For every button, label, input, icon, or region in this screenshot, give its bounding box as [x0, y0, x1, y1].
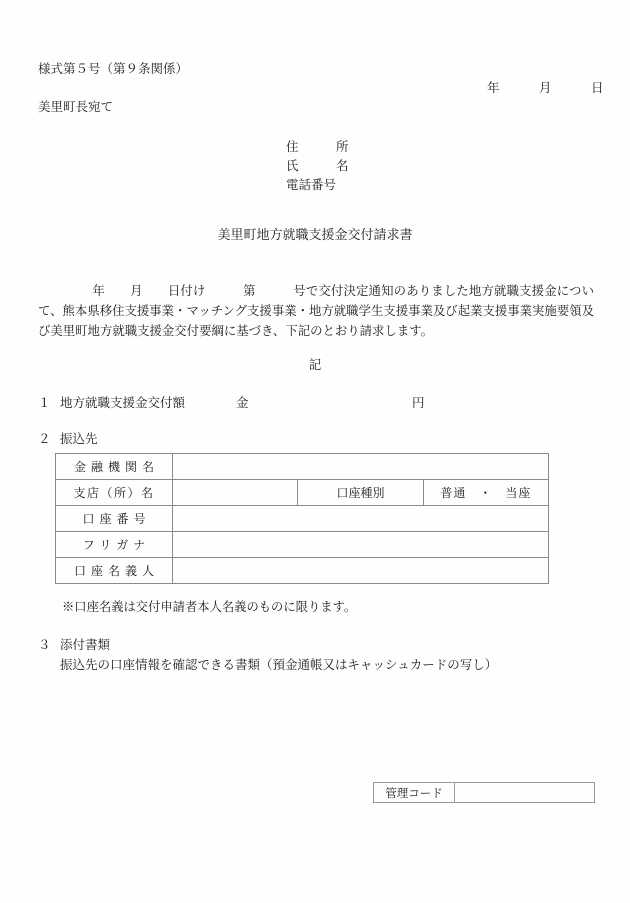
date-line: 年 月 日	[487, 81, 605, 95]
applicant-address-label: 住 所	[286, 140, 349, 154]
account-holder-value[interactable]	[173, 558, 549, 584]
account-type-options[interactable]: 普通 ・ 当座	[423, 480, 548, 506]
bank-account-table	[55, 453, 549, 584]
furigana-label	[56, 532, 173, 558]
table-row	[56, 480, 549, 506]
item-3-number: ３	[38, 638, 51, 652]
bank-name-label-text: 金融機関名	[73, 460, 159, 474]
item-2-number: ２	[38, 432, 51, 446]
form-number: 様式第５号（第９条関係）	[38, 62, 189, 76]
admin-code-label: 管理コード	[374, 783, 455, 803]
furigana-value[interactable]	[173, 532, 549, 558]
admin-code-box	[373, 782, 595, 803]
account-number-value[interactable]	[173, 506, 549, 532]
table-row	[56, 506, 549, 532]
account-holder-note: ※口座名義は交付申請者本人名義のものに限ります。	[62, 600, 357, 614]
bank-name-value[interactable]	[173, 454, 549, 480]
account-type-label: 口座種別	[298, 480, 423, 506]
account-number-label-text: 口座番号	[82, 512, 151, 526]
applicant-info-block	[286, 138, 349, 195]
body-paragraph: 年 月 日付け 第 号で交付決定通知のありました地方就職支援金について、熊本県移住支援事業・マッチング支援事業・地方就職学生支援事業及び起業支援事業実施要領及び美里町地方就職支援金交付要綱に基づき、下記のとおり請求します。	[38, 284, 594, 338]
furigana-label-text: フリガナ	[82, 538, 151, 552]
table-row	[56, 454, 549, 480]
table-row	[374, 783, 595, 803]
applicant-name-label: 氏 名	[286, 159, 349, 173]
account-holder-label-text: 口座名義人	[73, 564, 159, 578]
item-1-amount-prefix: 金	[236, 396, 249, 410]
item-1-label: 地方就職支援金交付額	[60, 396, 186, 410]
bank-name-label	[56, 454, 173, 480]
item-3-label: 添付書類	[60, 638, 111, 652]
table-row	[56, 558, 549, 584]
branch-name-label-text: 支店（所）名	[73, 486, 155, 500]
addressee: 美里町長宛て	[38, 100, 114, 114]
ki-marker: 記	[308, 358, 322, 372]
branch-name-value[interactable]	[173, 480, 298, 506]
table-row	[56, 532, 549, 558]
item-3-description: 振込先の口座情報を確認できる書類（預金通帳又はキャッシュカードの写し）	[60, 658, 498, 672]
item-1-amount-suffix: 円	[412, 396, 425, 410]
item-2-label: 振込先	[60, 432, 98, 446]
item-1-number: １	[38, 396, 51, 410]
account-holder-label	[56, 558, 173, 584]
admin-code-value[interactable]	[455, 783, 595, 803]
applicant-phone-label: 電話番号	[286, 178, 337, 192]
account-number-label	[56, 506, 173, 532]
page-title: 美里町地方就職支援金交付請求書	[217, 227, 413, 242]
branch-name-label	[56, 480, 173, 506]
